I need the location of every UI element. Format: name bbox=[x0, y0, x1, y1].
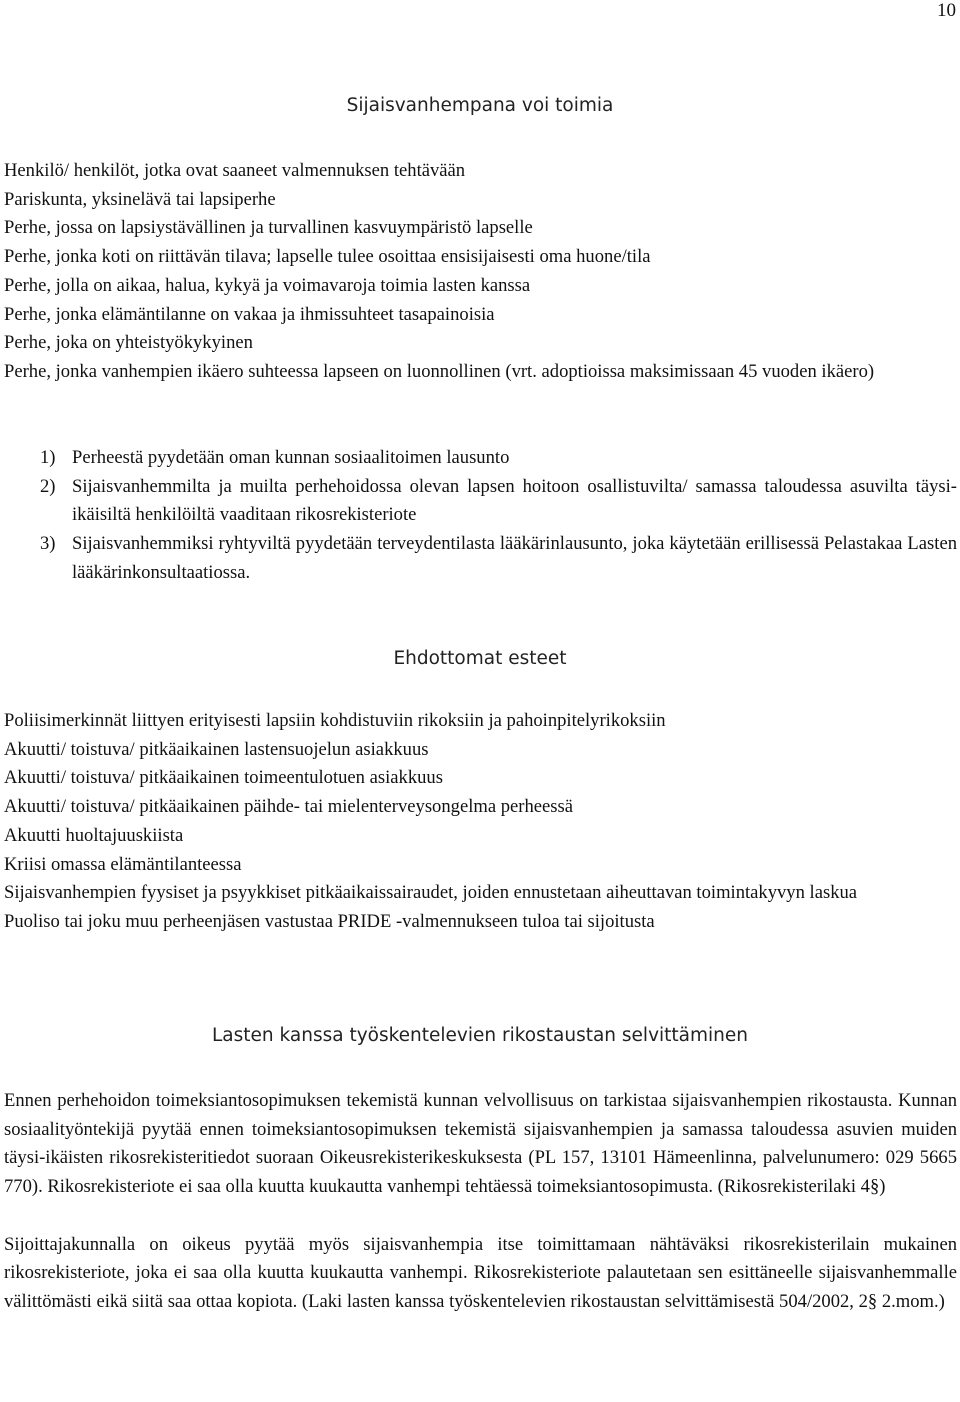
numbered-list-item bbox=[4, 473, 957, 530]
obstacle-line: Akuutti huoltajuuskiista bbox=[4, 824, 184, 846]
eligibility-line: Perhe, jonka koti on riittävän tilava; lapselle tulee osoittaa ensisijaisesti oma huone/tila bbox=[4, 246, 651, 268]
eligibility-line: Henkilö/ henkilöt, jotka ovat saaneet valmennuksen tehtävään bbox=[4, 160, 466, 181]
numbered-list-item bbox=[4, 530, 957, 587]
eligibility-line: Perhe, jossa on lapsiystävällinen ja turvallinen kasvuympäristö lapselle bbox=[4, 217, 533, 239]
section-heading-foster-parent-eligibility: Sijaisvanhempana voi toimia bbox=[346, 95, 614, 116]
section-heading-absolute-obstacles: Ehdottomat esteet bbox=[393, 648, 567, 669]
obstacle-line: Puoliso tai joku muu perheenjäsen vastustaa PRIDE -valmennukseen tuloa tai sijoitusta bbox=[4, 910, 655, 932]
eligibility-line: Perhe, jolla on aikaa, halua, kykyä ja voimavaroja toimia lasten kanssa bbox=[4, 274, 531, 296]
obstacle-line: Akuutti/ toistuva/ pitkäaikainen päihde- tai mielenterveysongelma perheessä bbox=[4, 796, 573, 818]
eligibility-line: Perhe, jonka elämäntilanne on vakaa ja ihmissuhteet tasapainoisia bbox=[4, 303, 495, 325]
obstacle-line: Kriisi omassa elämäntilanteessa bbox=[4, 853, 242, 875]
obstacle-line: Sijaisvanhempien fyysiset ja psyykkiset pitkäaikaissairaudet, joiden ennustetaan aiheuttavan toimintakyvyn laskua bbox=[4, 882, 858, 904]
list-number: 1) bbox=[40, 447, 56, 468]
list-item-text: Sijaisvanhemmilta ja muilta perhehoidossa olevan lapsen hoitoon osallistuvilta/ samassa taloudessa asuvilta täysi-ikäisiltä henkilöiltä vaaditaan rikosrekisteriote bbox=[72, 475, 957, 526]
eligibility-line: Perhe, joka on yhteistyökykyinen bbox=[4, 332, 253, 354]
list-number: 2) bbox=[40, 475, 56, 497]
obstacle-line: Akuutti/ toistuva/ pitkäaikainen toimeentulotuen asiakkuus bbox=[4, 767, 443, 789]
eligibility-list bbox=[4, 157, 957, 387]
obstacles-list bbox=[4, 707, 957, 937]
obstacle-line: Akuutti/ toistuva/ pitkäaikainen lastensuojelun asiakkuus bbox=[4, 738, 429, 760]
criminal-check-text bbox=[4, 1087, 957, 1317]
eligibility-line: Perhe, jonka vanhempien ikäero suhteessa lapseen on luonnollinen (vrt. adoptioissa maksimissaan 45 vuoden ikäero) bbox=[4, 360, 875, 382]
list-number: 3) bbox=[40, 533, 56, 555]
list-item-text: Perheestä pyydetään oman kunnan sosiaalitoimen lausunto bbox=[72, 447, 510, 468]
requirements-numbered-list bbox=[4, 444, 957, 588]
numbered-list-item bbox=[4, 444, 957, 473]
obstacle-line: Poliisimerkinnät liittyen erityisesti lapsiin kohdistuviin rikoksiin ja pahoinpitelyrikoksiin bbox=[4, 710, 666, 731]
list-item-text: Sijaisvanhemmiksi ryhtyviltä pyydetään terveydentilasta lääkärinlausunto, joka käytetään erillisessä Pelastakaa Lasten lääkärinkonsultaatiossa. bbox=[72, 533, 957, 583]
paragraph: Sijoittajakunnalla on oikeus pyytää myös sijaisvanhempia itse toimittamaan nähtäväksi rikosrekisterilain mukainen rikosrekisteriote, joka ei saa olla kuutta kuukautta vanhempi. Rikosrekisteriote palautetaan sen esittäneelle sijaisvanhemmalle välittömästi eikä siitä saa ottaa kopiota. (Laki lasten kanssa työskentelevien rikostaustan selvittämisestä 504/2002, 2§ 2.mom.) bbox=[4, 1233, 957, 1312]
page-number: 10 bbox=[937, 0, 956, 21]
eligibility-line: Pariskunta, yksinelävä tai lapsiperhe bbox=[4, 188, 276, 210]
section-heading-criminal-background-check: Lasten kanssa työskentelevien rikostaustan selvittäminen bbox=[211, 1025, 748, 1046]
paragraph: Ennen perhehoidon toimeksiantosopimuksen tekemistä kunnan velvollisuus on tarkistaa sijaisvanhempien rikostausta. Kunnan sosiaalityöntekijä pyytää ennen toimeksiantosopimuksen tekemistä sijaisvanhempien ja samassa taloudessa asuvien muiden täysi-ikäisten rikosrekisteritiedot suoraan Oikeusrekisterikeskuksesta (PL 157, 13101 Hämeenlinna, palvelunumero: 029 5665 770). Rikosrekisteriote ei saa olla kuutta kuukautta vanhempi tehtäessä toimeksiantosopimusta. (Rikosrekisterilaki 4§) bbox=[4, 1090, 957, 1198]
